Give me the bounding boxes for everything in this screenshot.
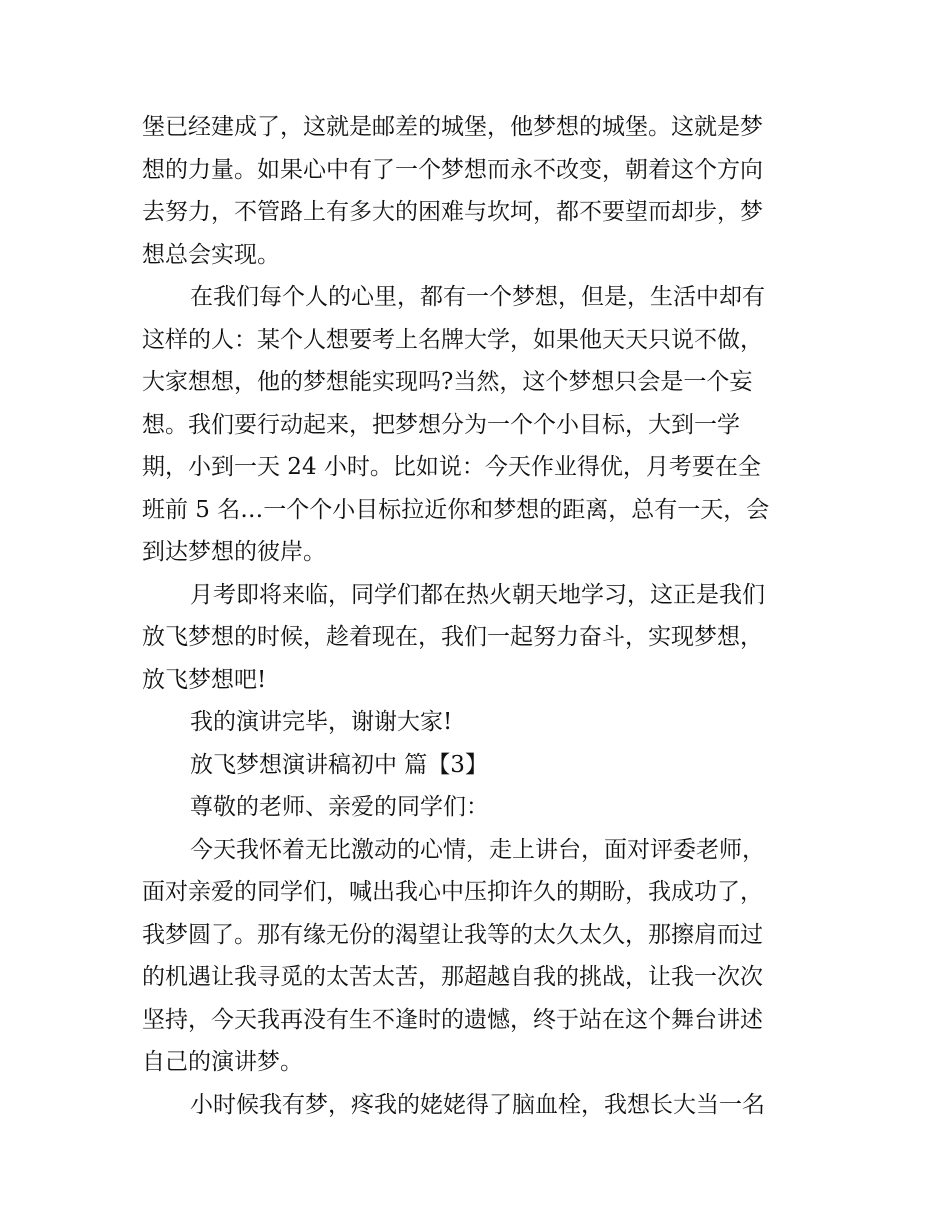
text-line: 坚持，今天我再没有生不逢时的遗憾，终于站在这个舞台讲述 [142,1006,763,1033]
text-line: 这样的人：某个人想要考上名牌大学，如果他天天只说不做， [142,326,763,353]
text-line: 今天我怀着无比激动的心情，走上讲台，面对评委老师， [190,836,765,863]
text-line: 的机遇让我寻觅的太苦太苦，那超越自我的挑战，让我一次次 [142,964,763,990]
paragraph-p7 [142,829,814,1084]
text-line: 堡已经建成了，这就是邮差的城堡，他梦想的城堡。这就是梦 [142,114,763,140]
text-line: 想的力量。如果心中有了一个梦想而永不改变，朝着这个方向 [142,156,763,183]
text-line: 在我们每个人的心里，都有一个梦想，但是，生活中却有 [190,284,765,310]
text-line: 放飞梦想的时候，趁着现在，我们一起努力奋斗，实现梦想， [142,624,763,650]
text-line: 小时候我有梦，疼我的姥姥得了脑血栓，我想长大当一名 [190,1091,765,1118]
text-line: 想。我们要行动起来，把梦想分为一个个小目标，大到一学 [142,411,740,438]
text-line: 我梦圆了。那有缘无份的渴望让我等的太久太久，那擦肩而过 [142,921,763,948]
text-line: 月考即将来临，同学们都在热火朝天地学习，这正是我们 [190,581,765,608]
text-line: 想总会实现。 [142,241,280,268]
paragraph-p6 [142,786,814,829]
paragraph-p1 [142,106,814,276]
text-line: 自己的演讲梦。 [142,1049,303,1075]
text-line: 到达梦想的彼岸。 [142,539,326,565]
text-line: 去努力，不管路上有多大的困难与坎坷，都不要望而却步，梦 [142,199,763,225]
text-line: 放飞梦想演讲稿初中 篇【3】 [190,751,488,778]
text-line: 班前 5 名…一个个小目标拉近你和梦想的距离，总有一天，会 [142,496,770,523]
text-line: 我的演讲完毕，谢谢大家! [190,709,453,735]
paragraph-p4 [142,701,814,744]
text-line: 期，小到一天 24 小时。比如说：今天作业得优，月考要在全 [142,454,761,480]
paragraph-p2 [142,276,814,574]
paragraph-p5 [142,744,814,787]
document-page [142,106,814,1126]
paragraph-p3 [142,574,814,702]
paragraph-p8 [142,1084,814,1127]
text-line: 放飞梦想吧! [142,666,267,693]
text-line: 尊敬的老师、亲爱的同学们： [190,794,489,820]
text-line: 大家想想，他的梦想能实现吗?当然，这个梦想只会是一个妄 [142,369,753,395]
text-line: 面对亲爱的同学们，喊出我心中压抑许久的期盼，我成功了， [142,879,763,905]
